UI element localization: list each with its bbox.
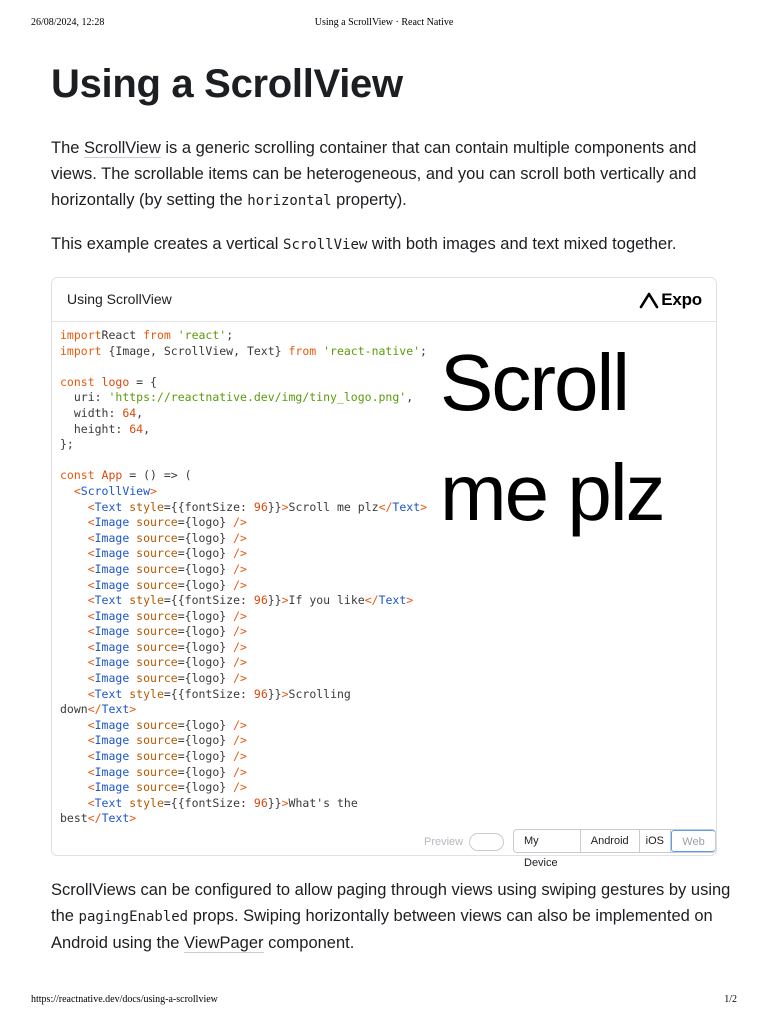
code-token: ={logo}: [177, 655, 234, 670]
code-token: source: [129, 764, 178, 779]
code-token: />: [233, 780, 247, 795]
code-token: <: [60, 530, 95, 545]
code-token: source: [129, 671, 178, 686]
code-line: [60, 671, 460, 687]
code-token: source: [129, 546, 178, 561]
code-token: 96: [253, 795, 268, 810]
code-token: >: [281, 593, 289, 608]
code-line: [60, 780, 460, 796]
code-editor[interactable]: [60, 328, 460, 826]
code-token: ={{fontSize:: [163, 686, 254, 701]
code-token: source: [129, 530, 178, 545]
code-token: Image: [94, 671, 130, 686]
code-line: [60, 406, 460, 422]
code-token: ={logo}: [177, 530, 234, 545]
code-token: </: [87, 811, 102, 826]
code-token: App: [94, 468, 123, 483]
code-token: down: [60, 702, 88, 717]
code-token: 96: [253, 686, 268, 701]
code-token: <: [60, 764, 95, 779]
code-token: ={logo}: [177, 717, 234, 732]
preview-toggle[interactable]: [469, 833, 504, 851]
code-token: ={logo}: [177, 624, 234, 639]
code-token: source: [129, 561, 178, 576]
code-token: >: [420, 499, 428, 514]
code-token: Image: [94, 515, 130, 530]
code-token: ,: [136, 405, 144, 420]
expo-chevron-icon: [640, 292, 658, 308]
code-token: />: [233, 608, 247, 623]
code-token: ={logo}: [177, 780, 234, 795]
code-token: />: [233, 624, 247, 639]
code-token: }}: [267, 593, 282, 608]
page-title: Using a ScrollView: [51, 62, 403, 106]
code-token: Text: [94, 686, 123, 701]
code-token: from: [143, 328, 171, 342]
code-token: </: [364, 593, 379, 608]
code-token: <: [60, 593, 95, 608]
code-token: Image: [94, 561, 130, 576]
code-line: [60, 578, 460, 594]
code-token: = {: [129, 374, 157, 389]
code-token: ={logo}: [177, 577, 234, 592]
code-token: 'react': [170, 328, 227, 342]
code-line: [60, 687, 460, 703]
code-token: >: [406, 593, 414, 608]
code-token: ={logo}: [177, 515, 234, 530]
code-token: }}: [267, 795, 282, 810]
code-token: Image: [94, 546, 130, 561]
code-token: <: [60, 546, 95, 561]
scrollview-code: ScrollView: [283, 237, 368, 253]
code-token: ={logo}: [177, 546, 234, 561]
code-token: >: [129, 811, 137, 826]
code-token: 64: [129, 421, 144, 436]
code-token: />: [233, 577, 247, 592]
code-token: />: [233, 546, 247, 561]
code-line: [60, 624, 460, 640]
code-token: ={logo}: [177, 749, 234, 764]
code-token: logo: [94, 374, 130, 389]
code-line: [60, 468, 460, 484]
code-token: source: [129, 733, 178, 748]
paging-text-middle: props. Swiping horizontally between views can also be implemented on Android using the: [51, 907, 713, 952]
code-token: 96: [253, 499, 268, 514]
code-line: [60, 640, 460, 656]
intro-text-end: property).: [331, 191, 407, 209]
expo-brand: Expo: [661, 290, 702, 309]
code-token: Image: [94, 780, 130, 795]
code-token: const: [60, 374, 95, 389]
tab-ios[interactable]: iOS: [640, 830, 671, 852]
tab-android[interactable]: Android: [581, 830, 640, 852]
code-line: [60, 437, 460, 453]
code-token: />: [233, 561, 247, 576]
code-token: source: [129, 655, 178, 670]
code-token: style: [122, 795, 164, 810]
code-token: source: [129, 639, 178, 654]
code-token: <: [60, 577, 95, 592]
code-token: Image: [94, 655, 130, 670]
code-token: 64: [122, 405, 137, 420]
code-line: [60, 749, 460, 765]
code-token: 'https://reactnative.dev/img/tiny_logo.png': [108, 390, 407, 405]
code-token: ={logo}: [177, 639, 234, 654]
code-line: [60, 593, 460, 609]
preview-label: Preview: [424, 836, 464, 848]
code-token: <: [60, 733, 95, 748]
code-token: import: [60, 328, 102, 342]
code-line: [60, 500, 460, 516]
code-line: [60, 531, 460, 547]
intro-paragraph: [51, 135, 731, 214]
code-token: <: [60, 639, 95, 654]
code-token: <: [60, 717, 95, 732]
code-token: ={logo}: [177, 733, 234, 748]
viewpager-link[interactable]: ViewPager: [184, 934, 264, 952]
snack-header: [52, 278, 716, 322]
code-token: ={logo}: [177, 764, 234, 779]
code-token: React: [101, 328, 144, 342]
code-token: source: [129, 780, 178, 795]
code-line: [60, 765, 460, 781]
print-footer: [0, 994, 768, 1008]
code-line: [60, 718, 460, 734]
code-token: ={{fontSize:: [163, 593, 254, 608]
code-token: Image: [94, 639, 130, 654]
code-token: Image: [94, 577, 130, 592]
code-token: const: [60, 468, 95, 483]
app-preview[interactable]: [440, 328, 715, 628]
code-line: [60, 609, 460, 625]
code-token: ;: [420, 343, 427, 358]
code-token: Text: [94, 795, 123, 810]
code-token: source: [129, 749, 178, 764]
paging-text-start: ScrollViews can be configured to allow paging through views using swiping gestures by using the: [51, 881, 731, 925]
code-token: ,: [406, 390, 414, 405]
code-token: Text: [378, 593, 407, 608]
code-token: source: [129, 515, 178, 530]
code-token: >: [281, 686, 289, 701]
paging-text-end: component.: [263, 934, 355, 952]
code-token: 'react-native': [316, 343, 421, 358]
code-token: best: [60, 811, 88, 826]
print-header: [0, 17, 768, 31]
code-token: />: [233, 764, 247, 779]
snack-title: Using ScrollView: [67, 291, 172, 307]
expo-logo-link[interactable]: [640, 289, 702, 311]
example-text-start: This example creates a vertical: [51, 235, 284, 253]
code-line: [60, 702, 460, 718]
code-token: />: [233, 671, 247, 686]
snack-embed: [51, 277, 717, 869]
print-page-number: 1/2: [724, 994, 737, 1005]
code-token: />: [233, 717, 247, 732]
code-token: source: [129, 608, 178, 623]
code-token: from: [288, 343, 317, 358]
code-token: ={logo}: [177, 671, 234, 686]
code-token: <: [60, 749, 95, 764]
code-line: [60, 515, 460, 531]
paging-enabled-code: pagingEnabled: [78, 909, 189, 925]
code-token: }}: [267, 499, 282, 514]
code-token: ,: [143, 421, 151, 436]
code-token: Image: [94, 764, 130, 779]
code-token: style: [122, 499, 164, 514]
code-token: Text: [101, 702, 130, 717]
code-token: source: [129, 624, 178, 639]
code-line: [60, 796, 460, 812]
code-token: = () => (: [122, 468, 192, 483]
code-token: <: [60, 483, 81, 498]
code-token: <: [60, 608, 95, 623]
code-token: Image: [94, 608, 130, 623]
code-token: <: [60, 671, 95, 686]
code-token: If you like: [288, 593, 365, 608]
code-line: [60, 344, 460, 360]
paging-paragraph: [51, 877, 731, 956]
tab-my-device[interactable]: My Device: [514, 830, 581, 852]
code-token: <: [60, 499, 95, 514]
code-token: height:: [60, 421, 130, 436]
horizontal-code: horizontal: [247, 193, 332, 209]
preview-text: Scroll me plz: [440, 338, 664, 537]
example-paragraph: [51, 231, 731, 258]
code-token: <: [60, 515, 95, 530]
snack-footer: [52, 825, 716, 869]
code-line: [60, 546, 460, 562]
code-token: <: [60, 561, 95, 576]
print-title: Using a ScrollView · React Native: [314, 17, 454, 28]
code-token: Image: [94, 530, 130, 545]
code-line: [60, 484, 460, 500]
code-token: />: [233, 515, 247, 530]
code-token: <: [60, 795, 95, 810]
code-token: Image: [94, 624, 130, 639]
code-token: ={{fontSize:: [163, 499, 254, 514]
code-token: <: [60, 655, 95, 670]
code-line: [60, 422, 460, 438]
code-line: [60, 390, 460, 406]
code-token: source: [129, 577, 178, 592]
code-token: >: [281, 499, 289, 514]
code-token: import: [60, 343, 102, 358]
code-token: style: [122, 686, 164, 701]
tab-web[interactable]: Web: [671, 830, 715, 852]
intro-text-start: The: [51, 139, 85, 157]
code-token: Text: [94, 593, 123, 608]
code-token: Image: [94, 749, 130, 764]
code-token: What's the: [288, 795, 358, 810]
print-url: https://reactnative.dev/docs/using-a-scrollview: [31, 994, 218, 1005]
code-token: Text: [101, 811, 130, 826]
print-date: 26/08/2024, 12:28: [31, 17, 105, 28]
code-token: >: [281, 795, 289, 810]
code-token: {Image, ScrollView, Text}: [101, 343, 289, 358]
code-token: source: [129, 717, 178, 732]
code-token: />: [233, 655, 247, 670]
code-token: />: [233, 530, 247, 545]
code-line: [60, 655, 460, 671]
code-token: Text: [94, 499, 123, 514]
code-token: Scrolling: [288, 686, 351, 701]
code-token: </: [378, 499, 393, 514]
code-token: <: [60, 624, 95, 639]
code-token: <: [60, 686, 95, 701]
code-line: [60, 733, 460, 749]
intro-text-middle: is a generic scrolling container that can contain multiple components and views. The scrollable items can be heterogeneous, and you can scroll both vertically and horizontally (by setting the: [51, 139, 697, 209]
code-line: [60, 562, 460, 578]
scrollview-link[interactable]: ScrollView: [84, 139, 161, 157]
code-token: />: [233, 733, 247, 748]
code-line: [60, 453, 460, 469]
code-token: uri:: [60, 390, 109, 405]
code-token: />: [233, 749, 247, 764]
code-token: >: [129, 702, 137, 717]
code-token: Image: [94, 733, 130, 748]
code-line: [60, 359, 460, 375]
code-token: ={{fontSize:: [163, 795, 254, 810]
code-token: }}: [267, 686, 282, 701]
code-line: [60, 328, 460, 344]
code-token: Scroll me plz: [288, 499, 379, 514]
code-token: ;: [226, 328, 234, 342]
code-line: [60, 375, 460, 391]
code-token: />: [233, 639, 247, 654]
example-text-end: with both images and text mixed together.: [367, 235, 677, 253]
code-token: Image: [94, 717, 130, 732]
code-token: style: [122, 593, 164, 608]
platform-tabs: [513, 829, 716, 869]
code-token: ={logo}: [177, 561, 234, 576]
code-token: ={logo}: [177, 608, 234, 623]
code-token: >: [150, 483, 157, 498]
code-token: <: [60, 780, 95, 795]
code-token: width:: [60, 405, 123, 420]
code-token: 96: [253, 593, 268, 608]
code-token: Text: [392, 499, 421, 514]
code-token: };: [60, 437, 74, 452]
code-token: </: [87, 702, 102, 717]
code-token: ScrollView: [80, 483, 151, 498]
